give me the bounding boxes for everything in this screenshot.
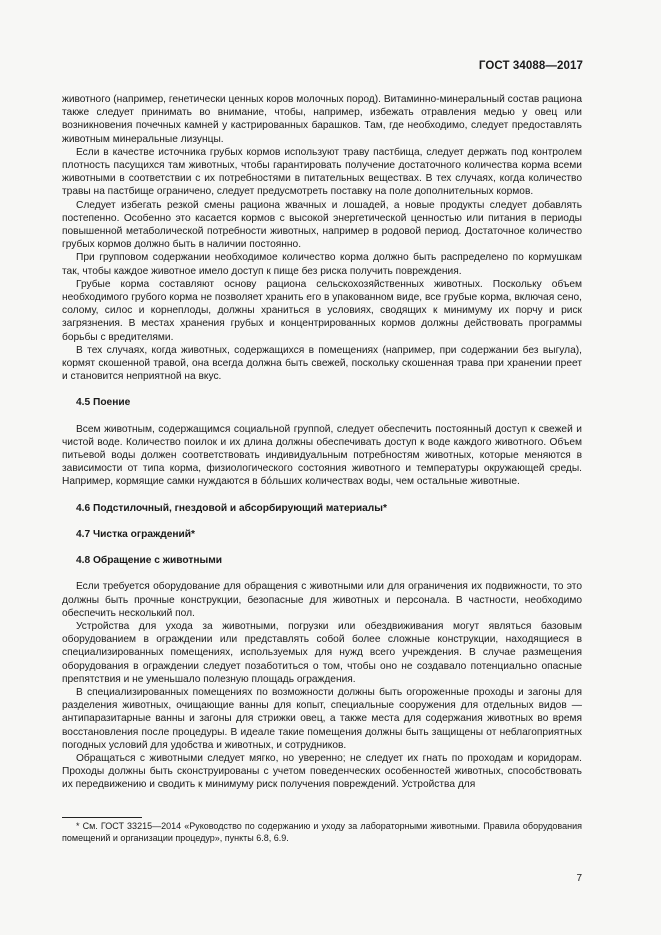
paragraph: Следует избегать резкой смены рациона жвачных и лошадей, а новые продукты следует добавлять постепенно. Особенно это касается кормов с высокой энергетической ценностью или питания в периоды повышенной метаболической потребности животных, например в родовой период. Достаточное количество грубых кормов должно быть в наличии постоянно.	[62, 199, 582, 251]
standard-header: ГОСТ 34088—2017	[478, 60, 583, 72]
paragraph: В тех случаях, когда животных, содержащихся в помещениях (например, при содержании без выгула), кормят скошенной травой, она всегда должна быть свежей, поскольку скошенная трава при хранении преет и становится неприятной на вкус.	[62, 344, 582, 383]
section-heading-4-6: 4.6 Подстилочный, гнездовой и абсорбирующий материалы*	[76, 502, 387, 514]
paragraph: Устройства для ухода за животными, погрузки или обездвиживания могут являться базовым оборудованием в ограждении или представлять собой более сложные конструкции, находящиеся в специализированных помещениях, используемых для нужд всего учреждения. В случае размещения оборудования в ограждении следует позаботиться о том, чтобы оно не создавало потенциально опасные препятствия и не уменьшало полезную площадь ограждения.	[62, 620, 582, 685]
paragraph: Обращаться с животными следует мягко, но уверенно; не следует их гнать по проходам и коридорам. Проходы должны быть сконструированы с учетом поведенческих особенностей животных, способствовать их передвижению и сводить к минимуму риск получения повреждений. Устройства для	[62, 752, 582, 791]
paragraph: Если требуется оборудование для обращения с животными или для ограничения их подвижности, то это должны быть прочные конструкции, безопасные для животных и персонала. В частности, необходимо обеспечить несколький пол.	[62, 581, 582, 619]
section-heading-4-5: 4.5 Поение	[76, 397, 131, 409]
paragraph: В специализированных помещениях по возможности должны быть огороженные проходы и загоны для разделения животных, очищающие ванны для копыт, специальные сооружения для отдельных видов — антипаразитарные ванны и загоны для стрижки овец, а также места для содержания животных во время восстановления после процедуры. В идеале такие помещения должны быть защищены от неблагоприятных погодных условий для удобства и животных, и сотрудников.	[62, 686, 582, 751]
section-heading-4-8: 4.8 Обращение с животными	[76, 555, 222, 567]
page-number: 7	[576, 873, 582, 884]
section-heading-4-7: 4.7 Чистка ограждений*	[76, 528, 196, 540]
paragraph: Всем животным, содержащимся социальной группой, следует обеспечить постоянный доступ к свежей и чистой воде. Количество поилок и их длина должны обеспечивать доступ к воде каждого животного. Объем питьевой воды должен соответствовать индивидуальным потребностям животных, которые меняются в зависимости от типа корма, физиологического состояния животного и температуры окружающей среды. Например, кормящие самки нуждаются в бо́льших количествах воды, чем остальные животные.	[62, 423, 582, 488]
paragraph: При групповом содержании необходимое количество корма должно быть распределено по кормушкам так, чтобы каждое животное имело доступ к пище без риска получить повреждения.	[62, 252, 582, 277]
page-body	[62, 93, 582, 792]
footnote: * См. ГОСТ 33215—2014 «Руководство по содержанию и уходу за лабораторными животными. Правила оборудования помещений и организации процедур», пункты 6.8, 6.9.	[62, 821, 582, 843]
paragraph: Если в качестве источника грубых кормов используют траву пастбища, следует держать под контролем плотность пасущихся там животных, чтобы гарантировать получение достаточного количества корма всеми животными в соответствии с их потребностями в питательных веществах. В тех случаях, когда количество травы на пастбище ограничено, следует предусмотреть поставку на поле дополнительных кормов.	[62, 146, 582, 198]
footnote-divider	[62, 817, 142, 818]
paragraph: Грубые корма составляют основу рациона сельскохозяйственных животных. Поскольку объем необходимого грубого корма не позволяет хранить его в упакованном виде, все грубые корма, включая сено, солому, силос и корнеплоды, должны храниться в условиях, сводящих к минимуму их порчу и риск загрязнения. В местах хранения грубых и концентрированных кормов должны действовать программы борьбы с вредителями.	[62, 278, 582, 343]
paragraph: животного (например, генетически ценных коров молочных пород). Витаминно-минеральный состав рациона также следует принимать во внимание, чтобы, например, избежать отравления медью у овец или возникновения почечных камней у кастрированных барашков. Там, где необходимо, следует предоставлять животным минеральные лизунцы.	[62, 94, 582, 145]
